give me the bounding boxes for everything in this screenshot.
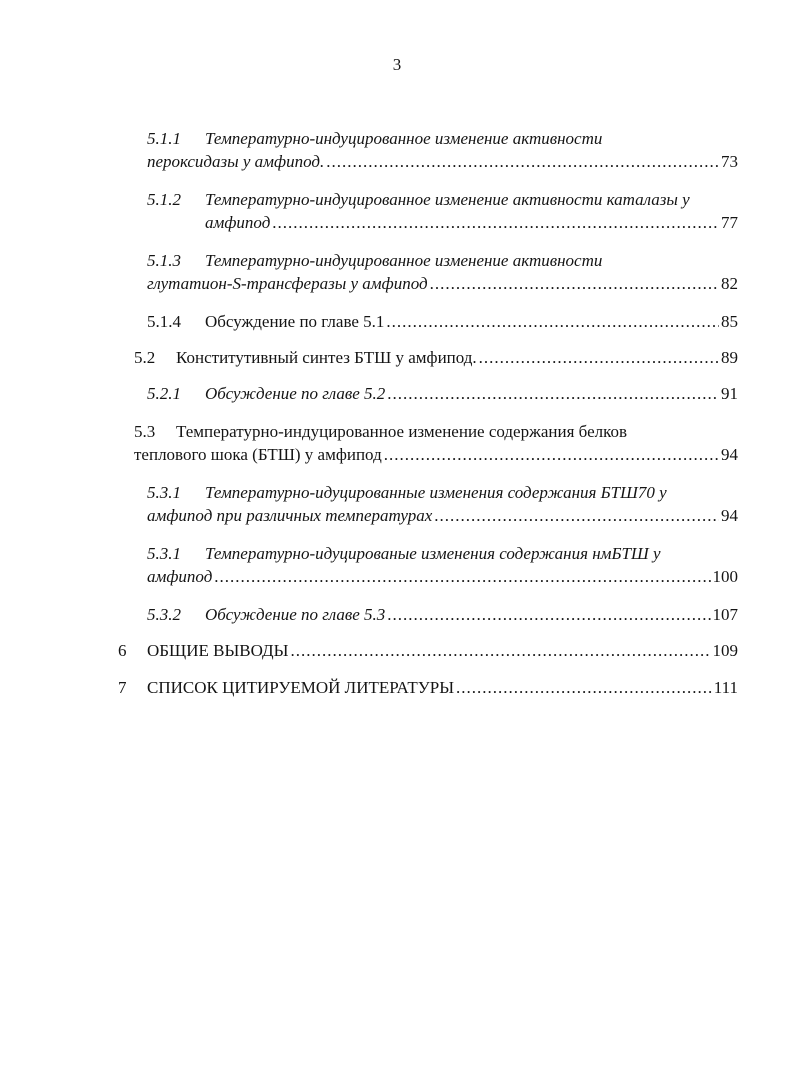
toc-entry-6[interactable] [118, 639, 738, 662]
toc-entry-5-3-1-a[interactable] [147, 481, 738, 527]
toc-page: 91 [721, 384, 738, 403]
toc-page: 89 [721, 348, 738, 367]
toc-number: 7 [118, 678, 127, 697]
toc-entry-5-3[interactable] [134, 420, 738, 466]
toc-title: ОБЩИЕ ВЫВОДЫ [147, 641, 289, 660]
toc-title-line1: Температурно-индуцированное изменение содержания белков [176, 422, 628, 441]
dot-leader [384, 443, 719, 466]
dot-leader [434, 504, 719, 527]
toc-entry-5-1-1[interactable] [147, 127, 738, 173]
toc-title: Обсуждение по главе 5.2 [205, 384, 386, 403]
toc-title-line1: Температурно-индуцированное изменение активности [205, 129, 603, 148]
toc-title-line2: пероксидазы у амфипод. [147, 152, 325, 171]
toc-entry-5-2-1[interactable] [147, 382, 738, 405]
toc-page: 109 [712, 641, 738, 660]
toc-entry-5-2[interactable] [134, 346, 738, 369]
dot-leader [479, 346, 719, 369]
toc-title: Обсуждение по главе 5.3 [205, 605, 386, 624]
toc-entry-7[interactable] [118, 676, 738, 699]
toc-title-line2: амфипод [205, 213, 271, 232]
toc-number: 5.3.2 [147, 605, 181, 624]
toc-page: 85 [721, 312, 738, 331]
toc-number: 5.1.1 [147, 129, 181, 148]
toc-page: 73 [721, 152, 738, 171]
toc-number: 5.3 [134, 422, 156, 441]
toc-title-line1: Температурно-индуцированное изменение активности каталазы у [205, 190, 690, 209]
dot-leader [387, 603, 710, 626]
page-number: 3 [392, 55, 402, 74]
dot-leader [386, 310, 719, 333]
dot-leader [456, 676, 712, 699]
toc-number: 5.3.1 [147, 544, 181, 563]
toc-title: СПИСОК ЦИТИРУЕМОЙ ЛИТЕРАТУРЫ [147, 678, 455, 697]
toc-entry-5-1-3[interactable] [147, 249, 738, 295]
toc-entry-5-1-4[interactable] [147, 310, 738, 333]
dot-leader [430, 272, 719, 295]
toc-title-line1: Температурно-индуцированное изменение активности [205, 251, 603, 270]
dot-leader [272, 211, 719, 234]
toc-title-line2: глутатион-S-трансферазы у амфипод [147, 274, 428, 293]
toc-title-line2: теплового шока (БТШ) у амфипод [134, 445, 382, 464]
toc-page: 100 [712, 567, 738, 586]
toc-title-line1: Температурно-идуцированые изменения содержания нмБТШ у [205, 544, 661, 563]
toc-number: 5.2.1 [147, 384, 181, 403]
toc-entry-5-3-1-b[interactable] [147, 542, 738, 588]
toc-title-line2: амфипод [147, 567, 213, 586]
toc-page: 107 [712, 605, 738, 624]
toc-number: 6 [118, 641, 127, 660]
toc-number: 5.1.2 [147, 190, 181, 209]
toc-entry-5-1-2[interactable] [147, 188, 738, 234]
dot-leader [326, 150, 719, 173]
dot-leader [214, 565, 710, 588]
toc-number: 5.1.3 [147, 251, 181, 270]
toc-title-line2: амфипод при различных температурах [147, 506, 433, 525]
toc-number: 5.2 [134, 348, 156, 367]
toc-page: 77 [721, 213, 738, 232]
dot-leader [290, 639, 710, 662]
toc-page: 94 [721, 506, 738, 525]
toc-page: 82 [721, 274, 738, 293]
toc-title: Конститутивный синтез БТШ у амфипод. [176, 348, 477, 367]
toc-title: Обсуждение по главе 5.1 [205, 312, 385, 331]
toc-number: 5.3.1 [147, 483, 181, 502]
toc-page: 94 [721, 445, 738, 464]
toc-number: 5.1.4 [147, 312, 181, 331]
toc-entry-5-3-2[interactable] [147, 603, 738, 626]
dot-leader [387, 382, 719, 405]
toc-title-line1: Температурно-идуцированные изменения содержания БТШ70 у [205, 483, 667, 502]
toc-page: 111 [713, 678, 738, 697]
